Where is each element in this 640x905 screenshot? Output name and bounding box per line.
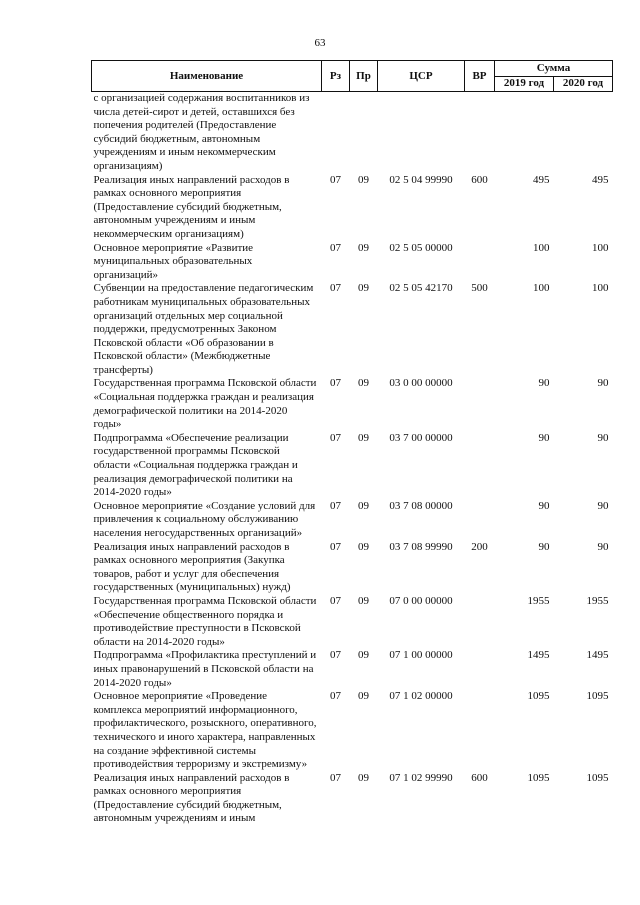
cell-y2020: 1095 <box>586 771 609 784</box>
cell-pr: 09 <box>358 282 369 295</box>
table-row <box>92 772 613 826</box>
budget-table <box>91 60 613 826</box>
table-row <box>92 377 613 431</box>
cell-rz: 07 <box>330 173 341 186</box>
cell-vr: 600 <box>471 173 488 186</box>
budget-table-container <box>91 60 612 826</box>
cell-csr: 03 7 08 00000 <box>389 499 453 512</box>
cell-rz: 07 <box>330 540 341 553</box>
table-row <box>92 174 613 242</box>
cell-y2019: 1495 <box>527 649 550 662</box>
header-csr: ЦСР <box>378 61 465 92</box>
cell-pr: 09 <box>358 594 369 607</box>
table-body <box>92 92 613 827</box>
cell-y2019: 100 <box>533 282 550 295</box>
cell-y2019: 90 <box>538 499 550 512</box>
cell-name: Реализация иных направлений расходов в рамках основного мероприятия (Предоставление субсидий бюджетным, автономным учреждениям и иным некоммерческим организациям) <box>93 173 290 240</box>
cell-y2019: 495 <box>533 173 550 186</box>
cell-name: Реализация иных направлений расходов в рамках основного мероприятия (Закупка товаров, работ и услуг для обеспечения государственных (муниципальных) нужд) <box>93 540 291 594</box>
cell-rz: 07 <box>330 499 341 512</box>
cell-rz: 07 <box>330 771 341 784</box>
table-row <box>92 500 613 541</box>
cell-vr: 600 <box>471 771 488 784</box>
cell-rz <box>322 92 350 174</box>
cell-csr: 07 1 00 00000 <box>389 649 453 662</box>
header-year-2020: 2020 год <box>554 76 613 92</box>
cell-y2020: 90 <box>597 499 609 512</box>
cell-name: Основное мероприятие «Создание условий для привлечения к социальному обслуживанию населения негосударственных организаций» <box>93 499 316 539</box>
cell-y2020: 90 <box>597 540 609 553</box>
cell-name: Государственная программа Псковской области «Обеспечение общественного порядка и противодействие преступности в Псковской области на 2014-2020 годы» <box>93 594 317 648</box>
cell-name: с организацией содержания воспитанников из числа детей-сирот и детей, оставшихся без попечения родителей (Предоставление субсидий бюджетным, автономным учреждениям и иным некоммерческим организациям) <box>93 92 310 172</box>
cell-y2020 <box>554 92 613 174</box>
table-header <box>92 61 613 92</box>
cell-name: Подпрограмма «Профилактика преступлений и иных правонарушений в Псковской области на 2014-2020 годы» <box>93 649 317 689</box>
cell-pr: 09 <box>358 241 369 254</box>
cell-csr: 03 7 00 00000 <box>389 431 453 444</box>
cell-y2019: 1955 <box>527 594 550 607</box>
cell-vr <box>465 92 495 174</box>
cell-csr: 07 0 00 00000 <box>389 594 453 607</box>
table-row <box>92 432 613 500</box>
cell-pr: 09 <box>358 377 369 390</box>
cell-rz: 07 <box>330 431 341 444</box>
cell-vr <box>465 242 495 283</box>
cell-rz: 07 <box>330 241 341 254</box>
cell-pr: 09 <box>358 540 369 553</box>
cell-name: Государственная программа Псковской области «Социальная поддержка граждан и реализация демографической политики на 2014-2020 годы» <box>93 377 317 431</box>
cell-name: Подпрограмма «Обеспечение реализации государственной программы Псковской области «Социальная поддержка граждан и реализация демографической политики на 2014-2020 годы» <box>93 431 298 499</box>
cell-rz: 07 <box>330 377 341 390</box>
cell-name: Реализация иных направлений расходов в рамках основного мероприятия (Предоставление субсидий бюджетным, автономным учреждениям и иным <box>93 771 290 825</box>
cell-pr <box>350 92 378 174</box>
cell-pr: 09 <box>358 649 369 662</box>
cell-rz: 07 <box>330 594 341 607</box>
cell-vr <box>465 649 495 690</box>
cell-name: Основное мероприятие «Развитие муниципальных образовательных организаций» <box>93 241 254 281</box>
header-name: Наименование <box>92 61 322 92</box>
header-rz: Рз <box>322 61 350 92</box>
header-vr: ВР <box>465 61 495 92</box>
cell-csr: 03 7 08 99990 <box>389 540 453 553</box>
cell-y2020: 1955 <box>586 594 609 607</box>
cell-vr <box>465 377 495 431</box>
cell-name: Субвенции на предоставление педагогическим работникам муниципальных образовательных организаций отдельных мер социальной поддержки, предусмотренных Законом Псковской области «Об образовании в Псковской области» (Межбюджетные трансферты) <box>93 282 314 376</box>
cell-y2019: 90 <box>538 377 550 390</box>
cell-rz: 07 <box>330 282 341 295</box>
cell-vr <box>465 500 495 541</box>
table-row <box>92 541 613 595</box>
cell-y2019: 90 <box>538 540 550 553</box>
cell-y2020: 100 <box>592 282 609 295</box>
cell-vr <box>465 595 495 649</box>
cell-y2020: 100 <box>592 241 609 254</box>
table-row <box>92 690 613 772</box>
table-row <box>92 92 613 174</box>
table-row <box>92 282 613 377</box>
cell-y2020: 495 <box>592 173 609 186</box>
cell-csr: 02 5 04 99990 <box>389 173 453 186</box>
cell-y2019: 1095 <box>527 771 550 784</box>
cell-pr: 09 <box>358 771 369 784</box>
cell-pr: 09 <box>358 431 369 444</box>
cell-pr: 09 <box>358 690 369 703</box>
cell-rz: 07 <box>330 690 341 703</box>
cell-y2019: 90 <box>538 431 550 444</box>
cell-vr <box>465 432 495 500</box>
cell-csr: 03 0 00 00000 <box>389 377 453 390</box>
cell-pr: 09 <box>358 173 369 186</box>
cell-y2019: 100 <box>533 241 550 254</box>
table-row <box>92 595 613 649</box>
cell-csr: 07 1 02 00000 <box>389 690 453 703</box>
cell-vr: 200 <box>471 540 488 553</box>
cell-csr <box>378 92 465 174</box>
header-year-2019: 2019 год <box>495 76 554 92</box>
cell-y2019: 1095 <box>527 690 550 703</box>
table-row <box>92 649 613 690</box>
cell-y2020: 1495 <box>586 649 609 662</box>
table-row <box>92 242 613 283</box>
cell-pr: 09 <box>358 499 369 512</box>
cell-vr: 500 <box>471 282 488 295</box>
header-sum: Сумма <box>495 61 613 77</box>
cell-name: Основное мероприятие «Проведение комплекса мероприятий информационного, профилактического, розыскного, оперативного, технического и иного характера, направленных на создание эффективной системы противодействия терроризму и экстремизму» <box>93 690 317 771</box>
cell-y2020: 1095 <box>586 690 609 703</box>
cell-csr: 02 5 05 42170 <box>389 282 453 295</box>
cell-csr: 07 1 02 99990 <box>389 771 453 784</box>
cell-y2020: 90 <box>597 431 609 444</box>
cell-y2020: 90 <box>597 377 609 390</box>
cell-csr: 02 5 05 00000 <box>389 241 453 254</box>
page-number: 63 <box>314 37 326 49</box>
header-pr: Пр <box>350 61 378 92</box>
cell-rz: 07 <box>330 649 341 662</box>
cell-vr <box>465 690 495 772</box>
cell-y2019 <box>495 92 554 174</box>
